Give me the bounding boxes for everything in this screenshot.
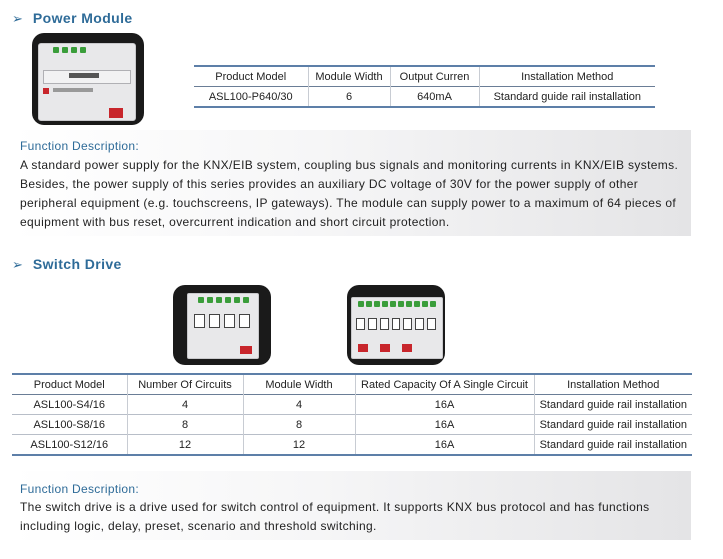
table-cell: 16A xyxy=(355,395,534,415)
table-cell: ASL100-P640/30 xyxy=(208,90,293,103)
table-row xyxy=(194,87,655,108)
switch-drive-4ch-image xyxy=(173,285,271,365)
arrow-bullet-icon: ➢ xyxy=(12,10,23,26)
table-row xyxy=(12,415,692,435)
column-header: Product Model xyxy=(215,70,287,83)
switch-drive-description xyxy=(12,471,691,540)
arrow-bullet-icon: ➢ xyxy=(12,256,23,272)
table-cell: 6 xyxy=(308,87,390,108)
column-header: Output Curren xyxy=(390,66,479,87)
table-cell: Standard guide rail installation xyxy=(534,415,692,435)
table-cell: ASL100-S12/16 xyxy=(30,438,109,451)
table-cell: 8 xyxy=(243,415,355,435)
table-cell: 8 xyxy=(127,415,243,435)
table-cell: Standard guide rail installation xyxy=(534,435,692,456)
power-module-title: Power Module xyxy=(32,10,133,26)
table-cell: 16A xyxy=(355,415,534,435)
table-cell: 12 xyxy=(127,435,243,456)
function-description-label: Function Description: xyxy=(20,482,140,496)
column-header: Product Model xyxy=(33,378,105,391)
table-row xyxy=(12,435,692,456)
table-cell: ASL100-S8/16 xyxy=(33,418,106,431)
table-cell: 4 xyxy=(127,395,243,415)
power-module-table xyxy=(194,65,655,108)
function-description-text: The switch drive is a drive used for switch control of equipment. It supports KNX bus protocol and has functions including logic, delay, preset, scenario and threshold switching. xyxy=(20,500,650,533)
power-module-image xyxy=(32,33,144,125)
column-header: Module Width xyxy=(308,66,390,87)
table-cell: 640mA xyxy=(390,87,479,108)
column-header: Number Of Circuits xyxy=(127,374,243,395)
function-description-label: Function Description: xyxy=(20,139,140,153)
table-header-row xyxy=(194,66,655,87)
table-cell: Standard guide rail installation xyxy=(479,87,655,108)
switch-drive-heading xyxy=(12,254,122,274)
table-header-row xyxy=(12,374,692,395)
function-description-text: A standard power supply for the KNX/EIB system, coupling bus signals and monitoring currents in KNX/EIB systems. Besides, the power supply of this series provides an auxiliary DC voltage of 30V for the power supply of other peripheral equipment (e.g. touchscreens, IP gateways). The module can supply power to a maximum of 64 pieces of equipment with bus reset, overcurrent indication and short circuit protection. xyxy=(20,158,679,229)
column-header: Installation Method xyxy=(479,66,655,87)
switch-drive-12ch-image xyxy=(347,285,445,365)
table-cell: 16A xyxy=(355,435,534,456)
column-header: Installation Method xyxy=(534,374,692,395)
table-row xyxy=(12,395,692,415)
table-cell: ASL100-S4/16 xyxy=(33,398,106,411)
column-header: Module Width xyxy=(243,374,355,395)
table-cell: 4 xyxy=(243,395,355,415)
power-module-heading xyxy=(12,8,133,28)
column-header: Rated Capacity Of A Single Circuit xyxy=(355,374,534,395)
switch-drive-title: Switch Drive xyxy=(32,256,122,272)
table-cell: 12 xyxy=(243,435,355,456)
table-cell: Standard guide rail installation xyxy=(534,395,692,415)
power-module-description xyxy=(12,130,691,236)
switch-drive-table xyxy=(12,373,692,456)
